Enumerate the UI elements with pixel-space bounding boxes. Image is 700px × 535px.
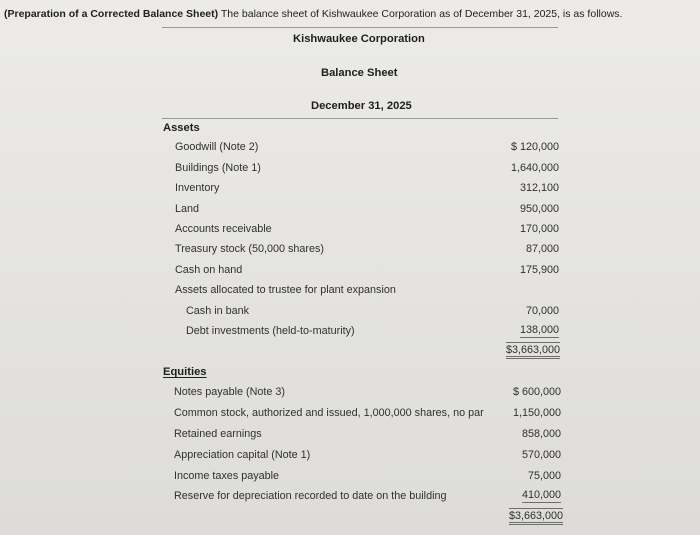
asset-label: Goodwill (Note 2) bbox=[175, 141, 259, 153]
asset-label: Inventory bbox=[175, 182, 220, 194]
company-name: Kishwaukee Corporation bbox=[293, 33, 425, 45]
equity-label: Reserve for depreciation recorded to date on the building bbox=[174, 490, 447, 502]
assets-total: $3,663,000 bbox=[506, 342, 560, 359]
asset-label: Land bbox=[175, 203, 200, 215]
asset-value: 950,000 bbox=[519, 203, 559, 215]
trustee-value: 70,000 bbox=[525, 305, 559, 317]
statement-title: Balance Sheet bbox=[321, 67, 398, 79]
asset-value: $ 120,000 bbox=[510, 141, 559, 153]
equity-label: Retained earnings bbox=[174, 428, 262, 440]
equity-value: $ 600,000 bbox=[512, 386, 561, 398]
equity-value: 75,000 bbox=[527, 470, 561, 482]
asset-label: Treasury stock (50,000 shares) bbox=[175, 243, 325, 255]
equities-total: $3,663,000 bbox=[509, 508, 563, 525]
statement-date: December 31, 2025 bbox=[311, 100, 412, 112]
equity-value: 1,150,000 bbox=[512, 407, 561, 419]
header-rule-top bbox=[162, 27, 558, 28]
asset-label: Accounts receivable bbox=[175, 223, 272, 235]
asset-value: 1,640,000 bbox=[510, 162, 559, 174]
problem-intro bbox=[4, 8, 622, 20]
equity-label: Income taxes payable bbox=[174, 470, 280, 482]
equity-value: 410,000 bbox=[521, 489, 561, 501]
asset-value: 87,000 bbox=[525, 243, 559, 255]
problem-title: (Preparation of a Corrected Balance Sheet) bbox=[4, 8, 219, 20]
equities-heading: Equities bbox=[163, 366, 207, 378]
equity-value: 858,000 bbox=[521, 428, 561, 440]
asset-value: 175,900 bbox=[519, 264, 559, 276]
trustee-label: Debt investments (held-to-maturity) bbox=[186, 325, 355, 337]
header-rule-bottom bbox=[162, 118, 558, 119]
equity-label: Common stock, authorized and issued, 1,000,000 shares, no par bbox=[174, 407, 484, 419]
asset-value: 170,000 bbox=[519, 223, 559, 235]
problem-text: The balance sheet of Kishwaukee Corporation as of December 31, 2025, is as follows. bbox=[220, 8, 623, 20]
trustee-value: 138,000 bbox=[519, 324, 559, 336]
asset-label: Buildings (Note 1) bbox=[175, 162, 261, 174]
equity-label: Appreciation capital (Note 1) bbox=[174, 449, 311, 461]
trustee-label: Cash in bank bbox=[186, 305, 250, 317]
equity-label: Notes payable (Note 3) bbox=[174, 386, 286, 398]
assets-heading: Assets bbox=[163, 122, 200, 134]
asset-value: 312,100 bbox=[519, 182, 559, 194]
asset-label: Cash on hand bbox=[175, 264, 243, 276]
trustee-heading: Assets allocated to trustee for plant expansion bbox=[175, 284, 396, 296]
equity-value: 570,000 bbox=[521, 449, 561, 461]
